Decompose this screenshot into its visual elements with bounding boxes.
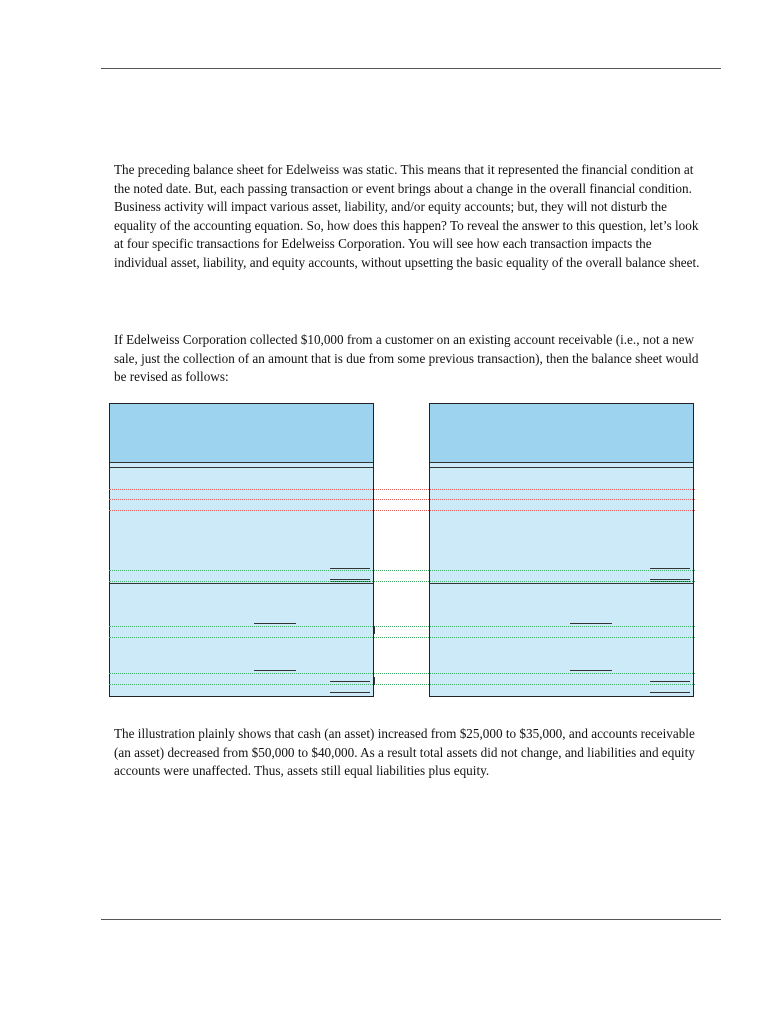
equity-subtotal-underline (570, 670, 612, 671)
transaction-paragraph: If Edelweiss Corporation collected $10,000 from a customer on an existing account receivable (i.e., not a new sale, just the collection of an amount that is due from some previous transaction), then the balance sheet would be revised as follows: (114, 332, 699, 385)
total-assets-double-underline (650, 579, 690, 580)
connector-tick (374, 626, 375, 634)
header-divider (430, 467, 693, 468)
balance-sheet-after (429, 403, 694, 697)
footer-rule (101, 919, 721, 920)
intro-paragraph: The preceding balance sheet for Edelweiss was static. This means that it represented the financial condition at the noted date. But, each passing transaction or event brings about a change in the overall financial condition. Business activity will impact various asset, liability, and/or equity accounts; but, they will not disturb the equality of the accounting equation. So, how does this happen? To reveal the answer to this question, let’s look at four specific transactions for Edelweiss Corporation. You will see how each transaction impacts the individual asset, liability, and equity accounts, without upsetting the basic equality of the overall balance sheet. (114, 162, 700, 270)
connector-tick (374, 677, 375, 685)
assets-section-divider (110, 583, 373, 584)
header-divider (110, 467, 373, 468)
equity-guide (109, 673, 695, 674)
total-liab-equity-underline (330, 681, 370, 682)
total-assets-double-underline (330, 579, 370, 580)
header-rule (101, 68, 721, 69)
balance-sheet-before-header (110, 404, 373, 463)
total-liab-equity-double-underline (330, 692, 370, 693)
total-assets-guide (109, 570, 695, 571)
total-liab-equity-underline (650, 681, 690, 682)
assets-section-divider (430, 583, 693, 584)
cash-change-guide (109, 489, 695, 490)
total-assets-underline (330, 568, 370, 569)
liabilities-subtotal-underline (570, 623, 612, 624)
total-liab-equity-guide (109, 684, 695, 685)
total-assets-underline (650, 568, 690, 569)
header-divider (430, 462, 693, 463)
receivable-change-guide (109, 510, 695, 511)
total-assets-guide (109, 581, 695, 582)
balance-sheet-after-header (430, 404, 693, 463)
conclusion-paragraph: The illustration plainly shows that cash (an asset) increased from $25,000 to $35,000, and accounts receivable (an asset) decreased from $50,000 to $40,000. As a result total assets did not change, and liabilities and equity accounts were unaffected. Thus, assets still equal liabilities plus equity. (114, 726, 695, 779)
liabilities-subtotal-underline (254, 623, 296, 624)
liabilities-guide (109, 626, 695, 627)
total-liab-equity-double-underline (650, 692, 690, 693)
receivable-change-guide (109, 499, 695, 500)
balance-sheet-before (109, 403, 374, 697)
equity-subtotal-underline (254, 670, 296, 671)
header-divider (110, 462, 373, 463)
liabilities-guide (109, 637, 695, 638)
